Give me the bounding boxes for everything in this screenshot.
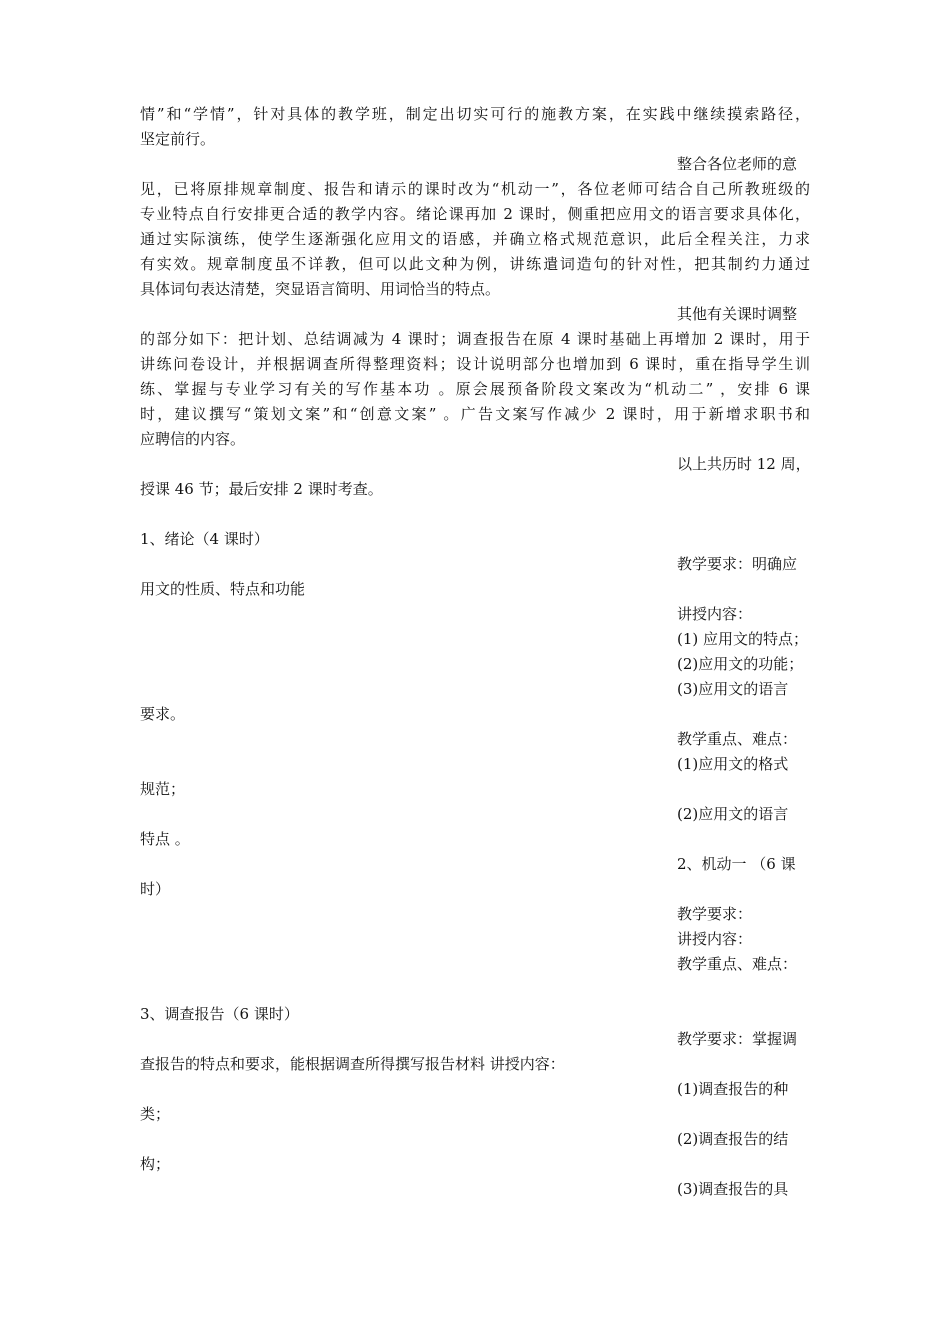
text-line: 的部分如下：把计划、总结调减为 4 课时；调查报告在原 4 课时基础上再增加 2 课时，用于 [140, 330, 810, 348]
text-line: 教学要求：明确应 [677, 555, 798, 573]
text-line: (2)应用文的语言 [677, 805, 789, 823]
text-line: 规范； [140, 780, 186, 798]
text-line: (2)应用文的功能； [677, 655, 804, 673]
text-line: 具体词句表达清楚，突显语言简明、用词恰当的特点。 [140, 280, 501, 298]
text-line: 应聘信的内容。 [140, 430, 246, 448]
text-line: 讲授内容： [677, 605, 753, 623]
text-line: 用文的性质、特点和功能 [140, 580, 306, 598]
text-line: 授课 46 节；最后安排 2 课时考查。 [140, 480, 383, 498]
text-line: 以上共历时 12 周， [677, 455, 811, 473]
text-line: 教学要求：掌握调 [677, 1030, 798, 1048]
text-line: 情”和“学情”，针对具体的教学班，制定出切实可行的施教方案，在实践中继续摸索路径， [140, 105, 810, 123]
text-line: (2)调查报告的结 [677, 1130, 789, 1148]
text-line: 时，建议撰写“策划文案”和“创意文案” 。广告文案写作减少 2 课时，用于新增求职书和 [140, 405, 810, 423]
text-line: 通过实际演练，使学生逐渐强化应用文的语感，并确立格式规范意识，此后全程关注，力求 [140, 230, 810, 248]
text-line: 时） [140, 880, 171, 898]
text-line: (3)应用文的语言 [677, 680, 789, 698]
text-line: (1)应用文的格式 [677, 755, 789, 773]
text-line: 讲授内容： [677, 930, 753, 948]
text-line: 特点 。 [140, 830, 190, 848]
text-line: 教学要求： [677, 905, 753, 923]
text-line: 整合各位老师的意 [677, 155, 798, 173]
text-line: 2、机动一 （6 课 [677, 855, 796, 873]
text-line: 讲练问卷设计，并根据调查所得整理资料；设计说明部分也增加到 6 课时，重在指导学生训 [140, 355, 810, 373]
text-line: 构； [140, 1155, 171, 1173]
text-line: 专业特点自行安排更合适的教学内容。绪论课再加 2 课时，侧重把应用文的语言要求具体化， [140, 205, 810, 223]
text-line: 查报告的特点和要求，能根据调查所得撰写报告材料 讲授内容： [140, 1055, 565, 1073]
text-line: 有实效。规章制度虽不详教，但可以此文种为例，讲练遣词造句的针对性，把其制约力通过 [140, 255, 810, 273]
text-line: 坚定前行。 [140, 130, 216, 148]
text-line: (1)调查报告的种 [677, 1080, 789, 1098]
text-line: (1) 应用文的特点； [677, 630, 809, 648]
text-line: 练、掌握与专业学习有关的写作基本功 。原会展预备阶段文案改为“机动二” ，安排 6 课 [140, 380, 810, 398]
text-line: 其他有关课时调整 [677, 305, 798, 323]
text-line: 3、调查报告（6 课时） [140, 1005, 299, 1023]
text-line: 要求。 [140, 705, 186, 723]
text-line: (3)调查报告的具 [677, 1180, 789, 1198]
text-line: 见，已将原排规章制度、报告和请示的课时改为“机动一”，各位老师可结合自己所教班级的 [140, 180, 810, 198]
text-line: 教学重点、难点： [677, 955, 798, 973]
text-line: 教学重点、难点： [677, 730, 798, 748]
text-line: 1、绪论（4 课时） [140, 530, 269, 548]
text-line: 类； [140, 1105, 171, 1123]
